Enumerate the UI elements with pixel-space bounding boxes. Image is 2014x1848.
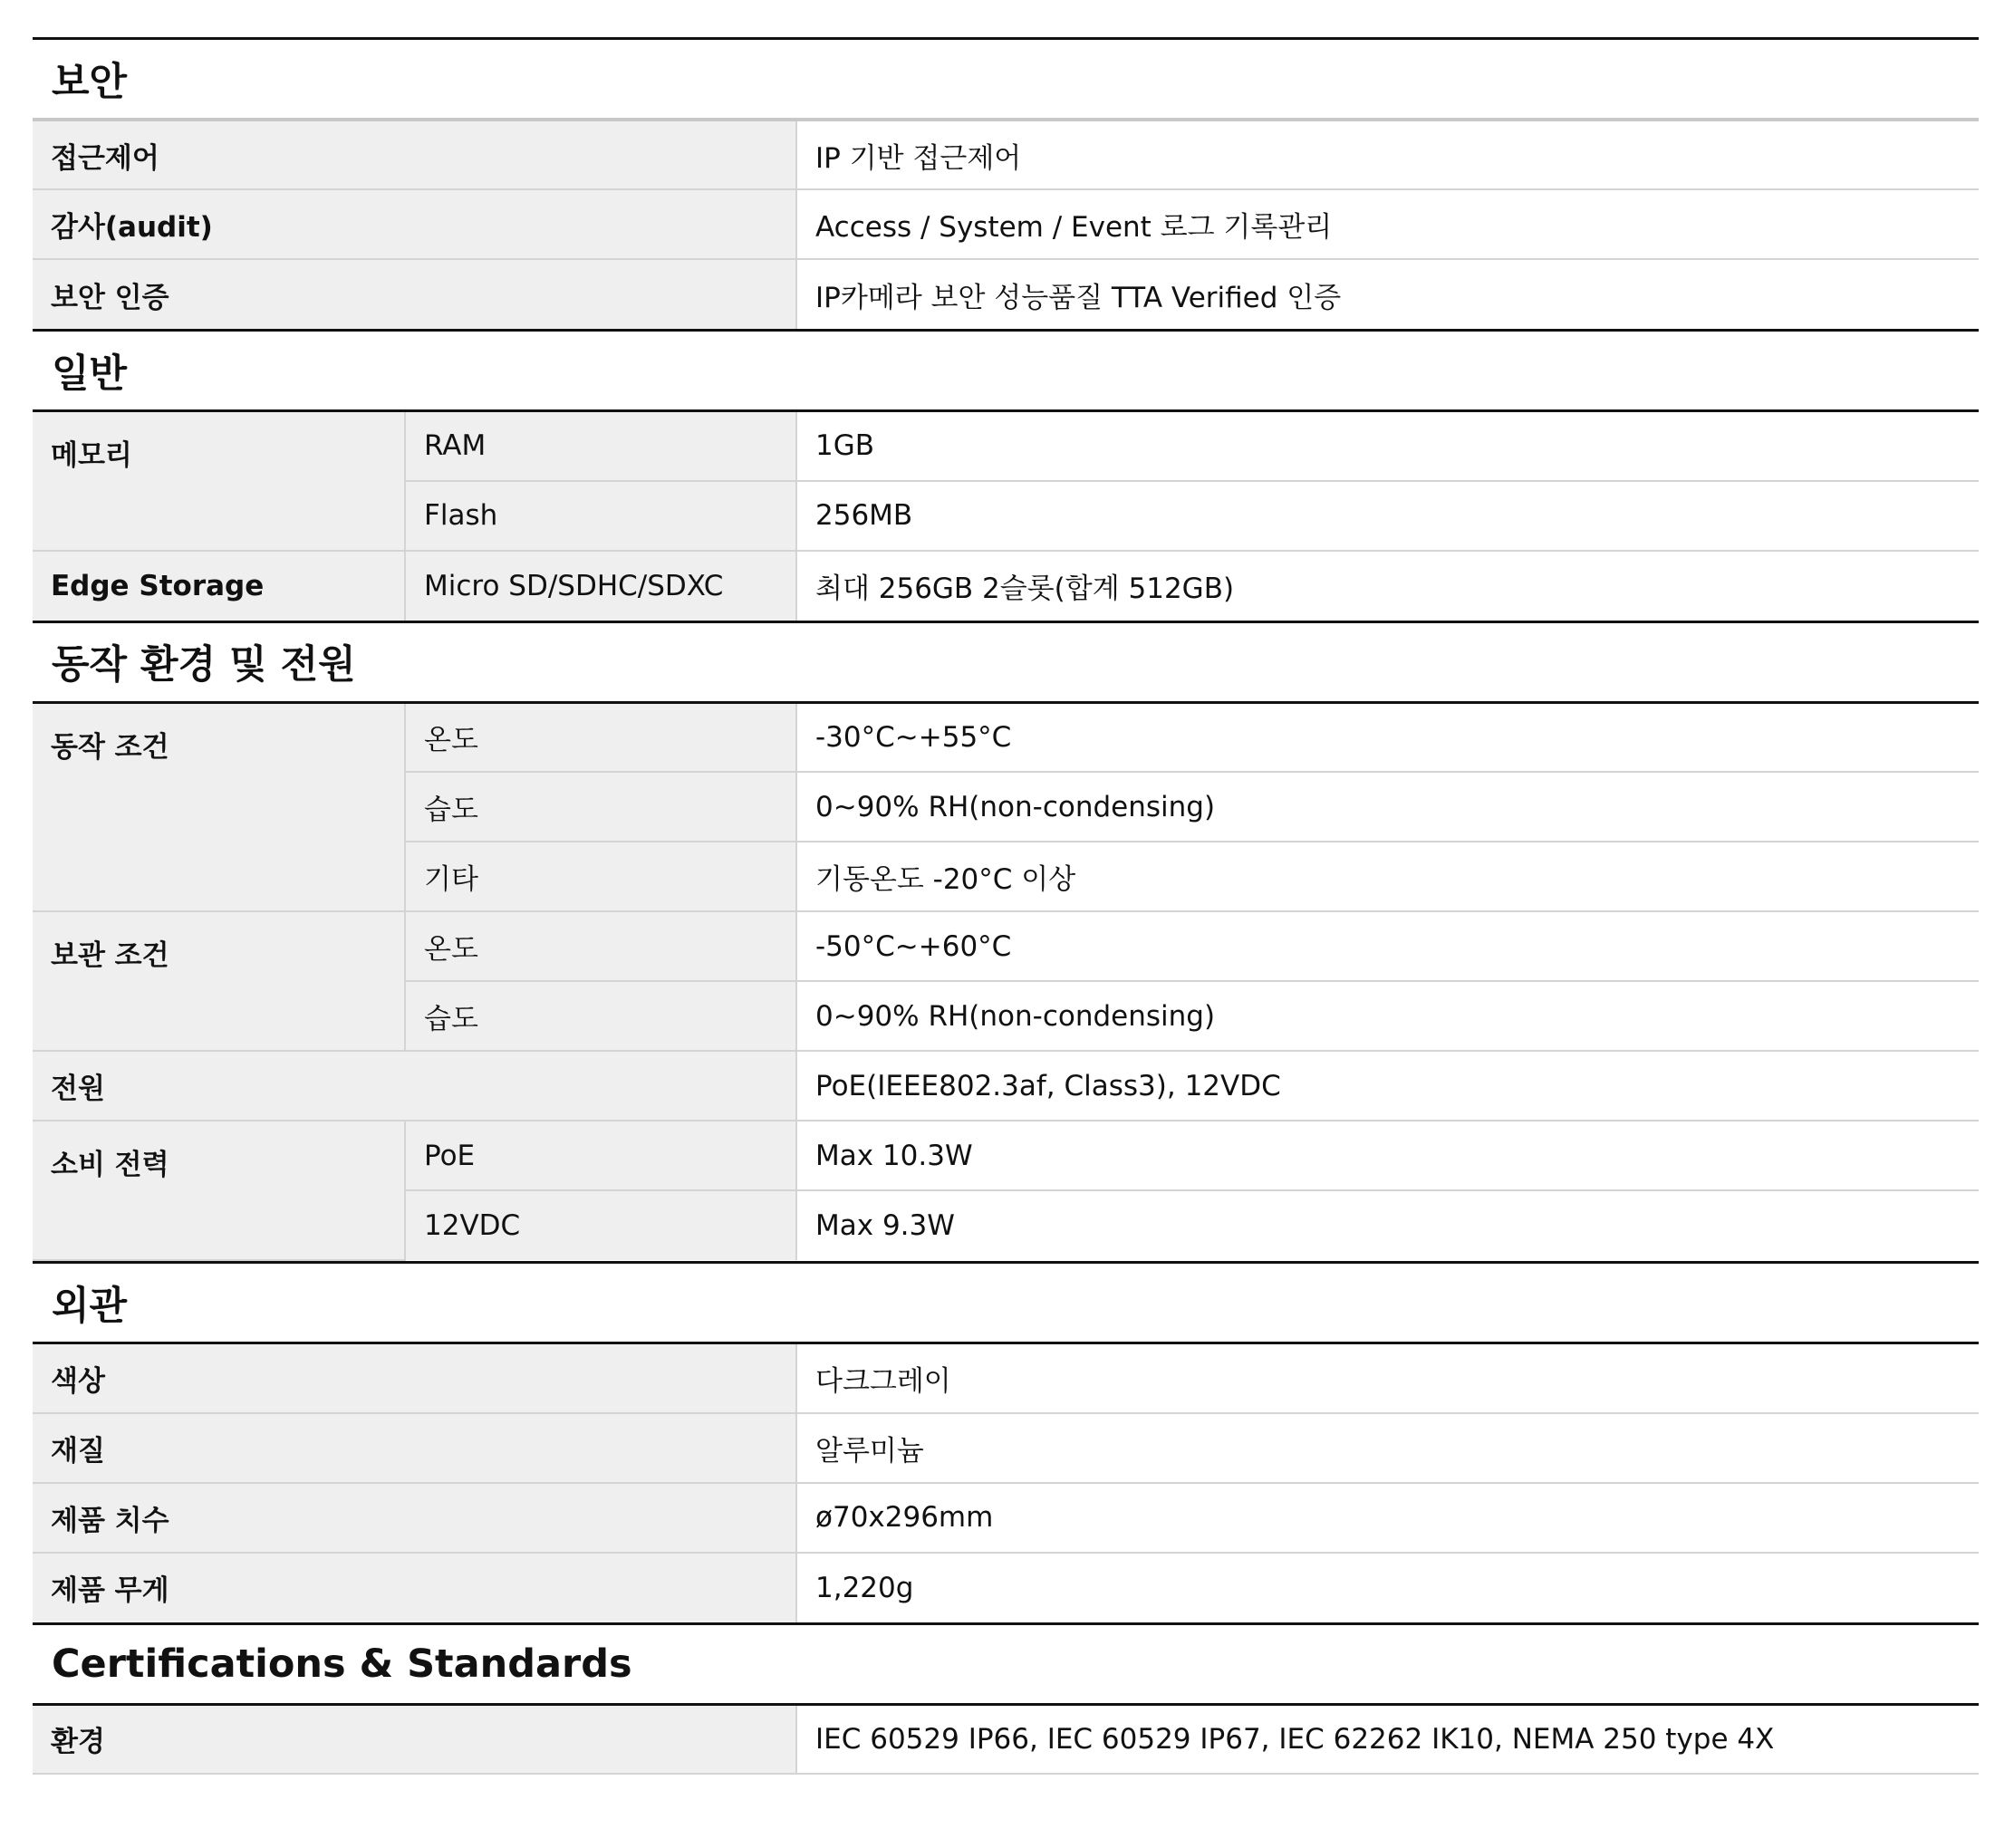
section-title-general: 일반 [33,329,1979,409]
row-value: 256MB [796,481,1979,551]
environment-table [33,701,1979,1262]
row-label: 보안 인증 [33,259,796,329]
table-row [33,1553,1979,1622]
general-table [33,409,1979,621]
row-value: 최대 256GB 2슬롯(합계 512GB) [796,551,1979,621]
row-sub-label: 기타 [405,842,796,911]
table-row [33,1051,1979,1121]
section-title-security: 보안 [33,37,1979,118]
row-value: Max 9.3W [796,1190,1979,1260]
row-sub-label: Micro SD/SDHC/SDXC [405,551,796,621]
group-label-power-consumption: 소비 전력 [33,1121,405,1260]
row-sub-label: RAM [405,411,796,481]
row-value: IP 기반 접근제어 [796,120,1979,189]
row-sub-label: 12VDC [405,1190,796,1260]
table-row [33,259,1979,329]
group-label-edge-storage: Edge Storage [33,551,405,621]
row-sub-label: 습도 [405,772,796,842]
row-sub-label: 온도 [405,702,796,772]
row-value: 기동온도 -20°C 이상 [796,842,1979,911]
section-title-appearance: 외관 [33,1261,1979,1342]
table-row [33,1413,1979,1483]
row-value: 1,220g [796,1553,1979,1622]
spec-sheet [33,37,1979,1775]
section-title-certifications: Certifications & Standards [33,1622,1979,1703]
row-value: 다크그레이 [796,1343,1979,1413]
row-label: 제품 치수 [33,1483,796,1553]
group-label-memory: 메모리 [33,411,405,551]
table-row [33,1704,1979,1774]
row-sub-label: Flash [405,481,796,551]
row-sub-label: PoE [405,1121,796,1190]
row-value: IEC 60529 IP66, IEC 60529 IP67, IEC 62262 IK10, NEMA 250 type 4X [796,1704,1979,1774]
table-row [33,411,1979,481]
row-label: 감사(audit) [33,189,796,259]
section-title-environment-power: 동작 환경 및 전원 [33,621,1979,701]
row-value: 알루미늄 [796,1413,1979,1483]
table-row [33,1121,1979,1190]
certifications-table [33,1703,1979,1776]
table-row [33,551,1979,621]
table-row [33,911,1979,981]
table-row [33,1343,1979,1413]
row-sub-label: 온도 [405,911,796,981]
row-value: Max 10.3W [796,1121,1979,1190]
table-row [33,702,1979,772]
table-row [33,120,1979,189]
row-sub-label: 습도 [405,981,796,1051]
appearance-table [33,1342,1979,1622]
row-label: 색상 [33,1343,796,1413]
table-row [33,1483,1979,1553]
row-value: -30°C~+55°C [796,702,1979,772]
group-label-storage: 보관 조건 [33,911,405,1051]
table-row [33,189,1979,259]
group-label-power: 전원 [33,1051,796,1121]
row-label: 제품 무게 [33,1553,796,1622]
security-table [33,118,1979,329]
row-value: Access / System / Event 로그 기록관리 [796,189,1979,259]
row-value: IP카메라 보안 성능품질 TTA Verified 인증 [796,259,1979,329]
row-value: 0~90% RH(non-condensing) [796,981,1979,1051]
row-value: PoE(IEEE802.3af, Class3), 12VDC [796,1051,1979,1121]
group-label-operating: 동작 조건 [33,702,405,911]
row-value: ø70x296mm [796,1483,1979,1553]
row-label: 환경 [33,1704,796,1774]
row-value: 0~90% RH(non-condensing) [796,772,1979,842]
row-label: 접근제어 [33,120,796,189]
row-value: 1GB [796,411,1979,481]
row-value: -50°C~+60°C [796,911,1979,981]
row-label: 재질 [33,1413,796,1483]
